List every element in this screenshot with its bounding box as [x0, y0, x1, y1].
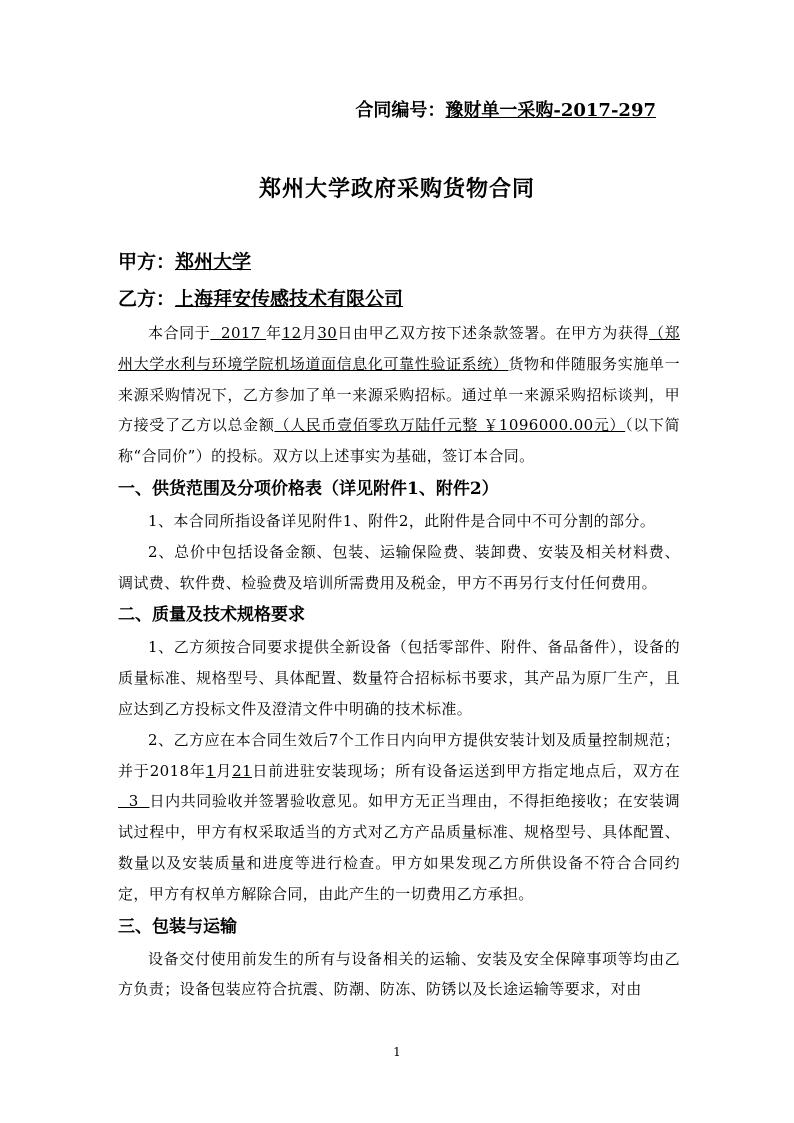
party-b-label: 乙方： [118, 288, 176, 310]
intro-text: 货物和伴随服务实施单一来源采购情况下，乙方参加了单一来源采购招标。通过单一来源采购招标谈判，甲方接受了乙方以总金额 [118, 354, 680, 435]
section-2-text: 日内共同验收并签署验收意见。如甲方无正当理由，不得拒绝接收；在安装调试过程中，甲方有权采取适当的方式对乙方产品质量标准、规格型号、具体配置、数量以及安装质量和进度等进行检查。甲方如果发现乙方所供设备不符合合同约定，甲方有权单方解除合同，由此产生的一切费用乙方承担。 [118, 792, 680, 903]
section-2-paragraph: 1、乙方须按合同要求提供全新设备（包括零部件、附件、备品备件），设备的质量标准、规格型号、具体配置、数量符合招标标书要求，其产品为原厂生产，且应达到乙方投标文件及澄清文件中明确的技术标准。 [118, 638, 680, 718]
sign-year: 2017 [210, 324, 267, 342]
intro-paragraph [118, 318, 680, 472]
contract-body [118, 318, 680, 1005]
intro-text: 本合同于 [148, 324, 211, 342]
section-2-heading: 二、质量及技术规格要求 [118, 605, 305, 626]
section-1-paragraph: 1、本合同所指设备详见附件1、附件2，此附件是合同中不可分割的部分。 [148, 511, 656, 530]
section-3-paragraph: 设备交付使用前发生的所有与设备相关的运输、安装及安全保障事项等均由乙方负责；设备包装应符合抗震、防潮、防冻、防锈以及长途运输等要求，对由 [118, 949, 680, 999]
intro-text: 月 [301, 324, 318, 342]
page-number: 1 [393, 1045, 401, 1059]
sign-day: 30 [317, 324, 338, 342]
arrival-month: 1 [205, 761, 216, 780]
section-2-paragraph [118, 725, 680, 910]
party-b [118, 284, 403, 311]
arrival-day: 21 [232, 761, 252, 780]
intro-text: （以下简称“合同价”）的投标。双方以上述事实为基础，签订本合同。 [118, 416, 680, 466]
section-2-text: 月 [215, 761, 233, 780]
contract-number-label: 合同编号： [355, 100, 446, 121]
contract-amount: （人民币壹佰零玖万陆仟元整 ￥1096000.00元） [274, 416, 626, 435]
contract-number [355, 96, 656, 122]
acceptance-days: 3 [118, 792, 150, 811]
document-title: 郑州大学政府采购货物合同 [258, 176, 535, 202]
party-b-value: 上海拜安传感技术有限公司 [175, 288, 404, 310]
intro-text: 日由甲乙双方按下述条款签署。在甲方为获得 [337, 324, 649, 342]
intro-text: 年 [266, 324, 282, 342]
section-1-paragraph: 2、总价中包括设备金额、包装、运输保险费、装卸费、安装及相关材料费、调试费、软件费、检验费及培训所需费用及税金，甲方不再另行支付任何费用。 [118, 542, 680, 592]
party-a-value: 郑州大学 [175, 251, 252, 273]
sign-month: 12 [281, 324, 302, 342]
section-1-heading: 一、供货范围及分项价格表（详见附件1、附件2） [118, 478, 499, 499]
party-a [118, 247, 251, 274]
goods-name: （郑州大学水利与环境学院机场道面信息化可靠性验证系统） [118, 324, 680, 373]
section-3-heading: 三、包装与运输 [118, 916, 237, 937]
section-2-text: 2、乙方应在本合同生效后7个工作日内向甲方提供安装计划及质量控制规范；并于2018年 [118, 730, 680, 780]
contract-number-value: 豫财单一采购-2017-297 [445, 100, 656, 121]
section-2-text: 日前进驻安装现场；所有设备运送到甲方指定地点后，双方在 [251, 761, 680, 780]
party-a-label: 甲方： [118, 251, 176, 273]
